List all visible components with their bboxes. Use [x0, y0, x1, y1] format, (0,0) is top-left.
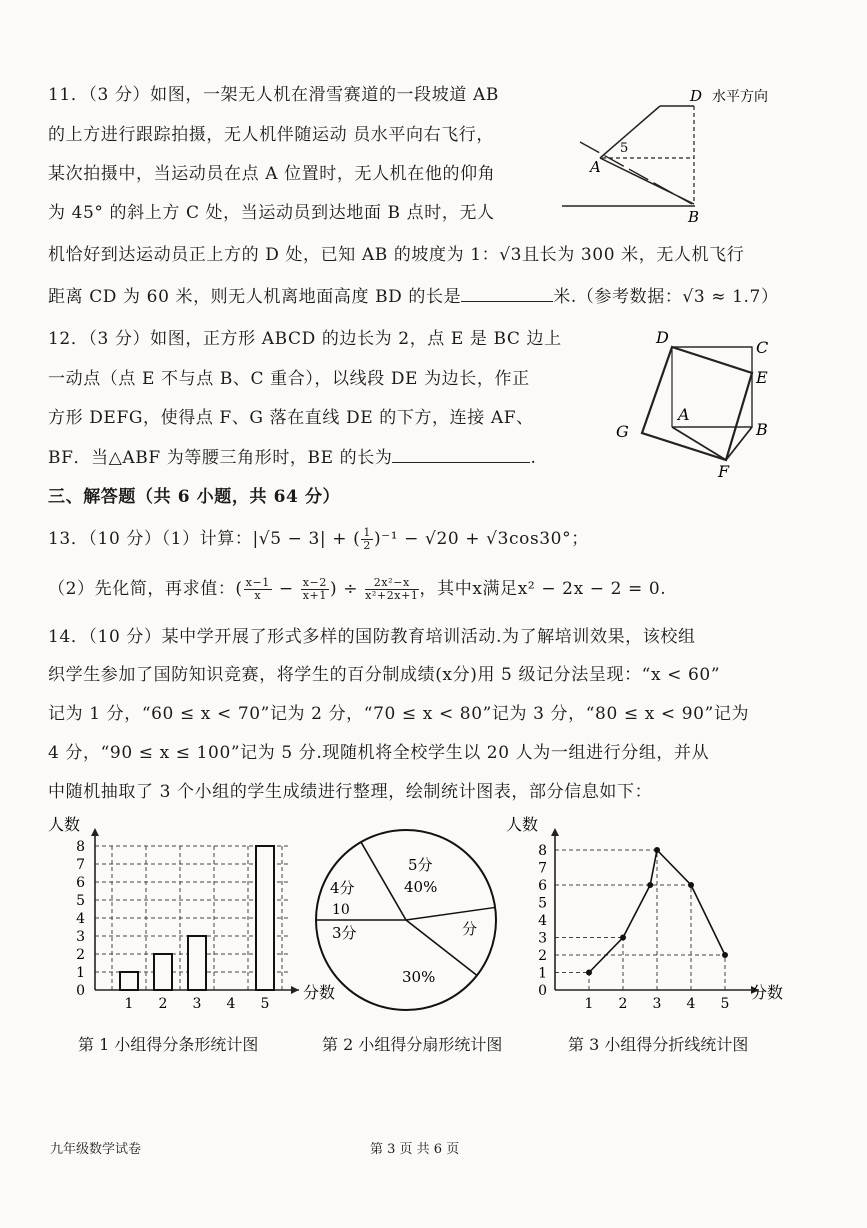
data-point [688, 882, 694, 888]
q11-label-d: D [690, 87, 703, 105]
q13-part-2-tail: ，其中x满足x² − 2x − 2 = 0. [419, 579, 667, 599]
x-axis-arrow [291, 986, 299, 994]
q12-line-3: 方形 DEFG，使得点 F、G 落在直线 DE 的下方，连接 AF、 [48, 408, 534, 428]
q11-label-a: A [590, 158, 601, 176]
x-tick-label: 1 [584, 996, 594, 1012]
q12-label-b: B [756, 420, 768, 439]
q12-line-4: BF．当△ABF 为等腰三角形时，BE 的长为 . [48, 448, 537, 468]
y-tick-label: 3 [538, 930, 547, 947]
x-tick-label: 5 [720, 996, 730, 1012]
q14-line-1: 14．（10 分）某中学开展了形式多样的国防教育培训活动.为了解培训效果，该校组 [48, 627, 696, 647]
x-tick-label: 4 [226, 996, 236, 1012]
x-axis-title: 分数 [303, 983, 336, 1002]
q12-line-4-text: BF．当△ABF 为等腰三角形时，BE 的长为 [48, 448, 393, 468]
y-axis-arrow [551, 828, 559, 836]
q11-line-4: 为 45° 的斜上方 C 处，当运动员到达地面 B 点时，无人 [48, 203, 495, 223]
data-point [586, 970, 592, 976]
q11-line-6-text: 距离 CD 为 60 米，则无人机离地面高度 BD 的长是 [48, 287, 462, 307]
q13-part-1-rest: )⁻¹ − √20 + √3cos30°； [373, 529, 589, 549]
q14-line-5: 中随机抽取了 3 个小组的学生成绩进行整理，绘制统计图表，部分信息如下： [48, 782, 653, 802]
q12-line-1: 12．（3 分）如图，正方形 ABCD 的边长为 2，点 E 是 BC 边上 [48, 329, 562, 349]
y-tick-label: 8 [538, 843, 547, 859]
q11-line-5: 机恰好到达运动员正上方的 D 处，已知 AB 的坡度为 1：√3且长为 300 米，无人机飞行 [48, 245, 745, 265]
pie-label-30pct: 30% [402, 968, 436, 986]
bar [120, 972, 138, 990]
q11-line-3: 某次拍摄中，当运动员在点 A 位置时，无人机在他的仰角 [48, 164, 496, 184]
q13-part-1-text: 13．（10 分）（1）计算：|√5 − 3| + ( [48, 529, 361, 549]
q11-line-6-tail: 米.（参考数据：√3 ≈ 1.7） [553, 287, 779, 307]
data-point [722, 952, 728, 958]
q12-label-d: D [656, 328, 669, 347]
q11-label-5: 5 [620, 141, 629, 156]
caption-chart-3: 第 3 小组得分折线统计图 [568, 1035, 749, 1054]
q11-label-b: B [688, 208, 700, 226]
pie-label-fen: 分 [462, 920, 478, 938]
q13-fraction-1: $\frac{x-1}{x}$ [245, 576, 270, 602]
data-point [654, 847, 660, 853]
y-tick-label: 6 [76, 875, 85, 891]
y-tick-label: 5 [538, 895, 547, 912]
x-tick-label: 2 [158, 996, 168, 1012]
y-tick-label: 3 [76, 929, 85, 945]
q13-half-fraction: $\frac{1}{2}$ [363, 526, 371, 552]
q13-fraction-3: $\frac{\text{2x²−x}}{\text{x²+2x+1}}$ [365, 576, 419, 602]
section-3-heading: 三、解答题（共 6 小题，共 64 分） [48, 487, 341, 507]
q12-label-e: E [756, 368, 768, 387]
data-point [620, 935, 626, 941]
caption-chart-2: 第 2 小组得分扇形统计图 [322, 1035, 503, 1054]
bar-chart-group-1 [40, 810, 336, 1015]
q12-label-g: G [616, 422, 629, 441]
q12-figure [610, 325, 800, 485]
y-tick-label: 0 [76, 983, 85, 999]
y-tick-label: 7 [76, 857, 85, 873]
caption-chart-1: 第 1 小组得分条形统计图 [78, 1035, 259, 1054]
q11-line-2: 的上方进行跟踪拍摄，无人机伴随运动 员水平向右飞行， [48, 125, 495, 145]
pie-slice-boundary [406, 907, 495, 920]
pie-label-40pct: 40% [404, 878, 438, 896]
q14-line-2: 织学生参加了国防知识竞赛，将学生的百分制成绩(x分)用 5 级记分法呈现：“x < 60” [48, 665, 721, 685]
q11-line-6 [48, 282, 779, 307]
footer-page-number: 第 3 页 共 6 页 [370, 1142, 460, 1157]
x-tick-label: 1 [124, 996, 134, 1012]
bar [256, 846, 274, 990]
q13-part-1 [48, 524, 589, 552]
q13-part-2: （2）先化简，再求值：( $\frac{x-1}{x}$ − $\frac{x-2}{x+1}$ ) ÷ $\frac{\text{2x²−x}}{\text{x²+2x+1}}$ ，其中x满足x² − 2x − 2 = 0. [48, 576, 667, 602]
y-tick-label: 8 [76, 839, 85, 855]
x-tick-label: 3 [652, 996, 662, 1012]
y-axis-title: 人数 [506, 815, 539, 834]
q12-label-a: A [678, 405, 690, 424]
q12-answer-blank[interactable] [392, 462, 530, 463]
x-tick-label: 2 [618, 996, 628, 1012]
bar [154, 954, 172, 990]
y-tick-label: 1 [76, 965, 85, 981]
q11-figure [560, 84, 800, 234]
x-tick-label: 3 [192, 996, 202, 1012]
y-tick-label: 2 [538, 948, 547, 964]
q13-part-2-text: （2）先化简，再求值：( [48, 579, 243, 599]
x-tick-label: 5 [260, 996, 270, 1012]
pie-label-4: 4分 [330, 879, 355, 897]
q12-label-c: C [756, 338, 769, 357]
q14-line-4: 4 分，“90 ≤ x ≤ 100”记为 5 分.现随机将全校学生以 20 人为一组进行分组，并从 [48, 743, 710, 763]
pie-label-3: 3分 [332, 924, 357, 942]
q11-label-horizontal: 水平方向 [712, 89, 768, 105]
y-tick-label: 2 [76, 947, 85, 963]
y-tick-label: 6 [538, 878, 547, 894]
y-tick-label: 4 [538, 913, 547, 929]
y-tick-label: 5 [76, 893, 85, 909]
q11-answer-blank[interactable] [461, 301, 553, 302]
x-axis-title: 分数 [751, 983, 784, 1002]
pie-slice-boundary [361, 842, 406, 920]
q11-line-1: 11．（3 分）如图，一架无人机在滑雪赛道的一段坡道 AB [48, 85, 499, 105]
bar [188, 936, 206, 990]
data-point [647, 882, 653, 888]
x-tick-label: 4 [686, 996, 696, 1012]
y-axis-title: 人数 [48, 815, 81, 834]
q12-label-f: F [718, 462, 730, 481]
y-axis-arrow [91, 828, 99, 836]
pie-chart-group-2 [310, 826, 510, 1026]
pie-label-5: 5分 [408, 856, 433, 874]
q12-line-2: 一动点（点 E 不与点 B、C 重合），以线段 DE 为边长，作正 [48, 369, 530, 389]
line-chart-group-3 [500, 810, 784, 1015]
y-tick-label: 0 [538, 983, 547, 999]
pie-label-10: 10 [332, 902, 350, 918]
y-tick-label: 1 [538, 965, 547, 982]
y-tick-label: 4 [76, 911, 85, 927]
q14-line-3: 记为 1 分，“60 ≤ x < 70”记为 2 分，“70 ≤ x < 80”记为 3 分，“80 ≤ x < 90”记为 [48, 704, 750, 724]
y-tick-label: 7 [538, 860, 547, 877]
footer-exam-name: 九年级数学试卷 [50, 1142, 142, 1157]
q13-fraction-2: $\frac{x-2}{x+1}$ [302, 576, 327, 602]
